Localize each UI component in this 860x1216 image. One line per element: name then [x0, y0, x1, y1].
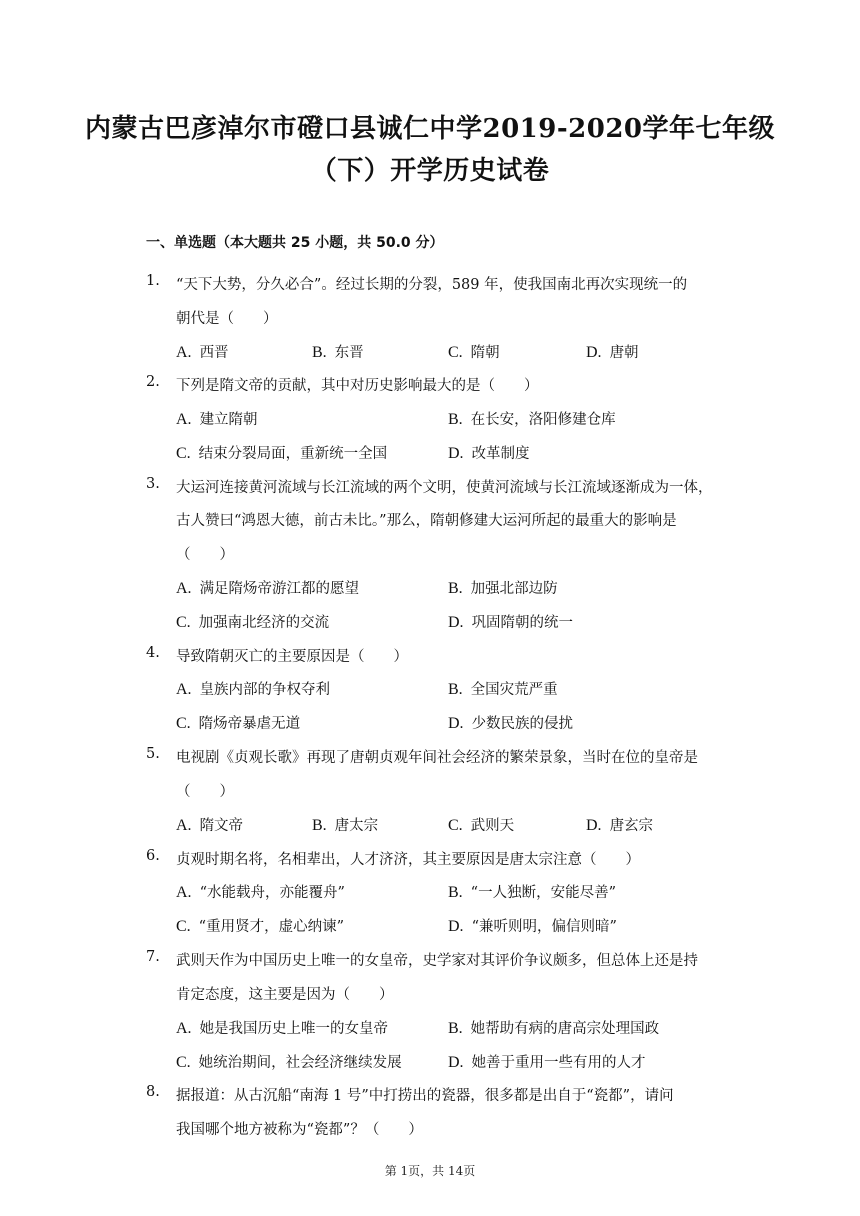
answer-option[interactable]: [176, 1017, 388, 1038]
question-text: 大运河连接黄河流域与长江流域的两个文明，使黄河流域与长江流域逐渐成为一体，: [176, 480, 713, 496]
option-letter: A.: [176, 411, 192, 428]
option-text: 西晋: [199, 345, 229, 361]
question-number: 1.: [146, 273, 160, 289]
answer-option[interactable]: [176, 611, 329, 632]
option-letter: D.: [586, 817, 602, 834]
answer-option[interactable]: [448, 712, 573, 733]
answer-option[interactable]: [448, 408, 616, 429]
answer-option[interactable]: [586, 814, 653, 835]
question-number: 8.: [146, 1084, 160, 1100]
option-text: 巩固隋朝的统一: [471, 615, 574, 631]
option-letter: B.: [312, 344, 327, 361]
question-number: 5.: [146, 746, 160, 762]
option-text: 结束分裂局面，重新统一全国: [198, 446, 388, 462]
answer-option[interactable]: [448, 611, 573, 632]
answer-option[interactable]: [448, 1051, 646, 1072]
option-text: “水能载舟，亦能覆舟”: [199, 885, 345, 901]
answer-option[interactable]: [312, 341, 364, 362]
option-letter: C.: [176, 715, 191, 732]
option-text: “重用贤才，虚心纳谏”: [198, 919, 344, 935]
question-number: 3.: [146, 476, 160, 492]
page-title-line2: （下）开学历史试卷: [310, 156, 550, 186]
question-number: 2.: [146, 374, 160, 390]
answer-option[interactable]: [176, 577, 359, 598]
option-text: 全国灾荒严重: [470, 682, 558, 698]
answer-option[interactable]: [176, 442, 387, 463]
question-number: 6.: [146, 848, 160, 864]
option-text: 隋朝: [470, 345, 500, 361]
option-letter: B.: [448, 681, 463, 698]
question-text: 据报道：从古沉船“南海 1 号”中打捞出的瓷器，很多都是出自于“瓷都”，请问: [176, 1088, 674, 1104]
answer-option[interactable]: [448, 915, 617, 936]
option-letter: B.: [448, 884, 463, 901]
option-letter: B.: [448, 580, 463, 597]
option-letter: A.: [176, 344, 192, 361]
option-letter: D.: [586, 344, 602, 361]
answer-option[interactable]: [176, 678, 330, 699]
option-letter: C.: [448, 817, 463, 834]
question-text: 电视剧《贞观长歌》再现了唐朝贞观年间社会经济的繁荣景象，当时在位的皇帝是: [176, 750, 698, 766]
option-letter: A.: [176, 580, 192, 597]
question-text: “天下大势，分久必合”。经过长期的分裂，589 年，使我国南北再次实现统一的: [176, 277, 688, 293]
question-text: 贞观时期名将，名相辈出，人才济济，其主要原因是唐太宗注意（ ）: [176, 852, 640, 868]
section-heading: 一、单选题（本大题共 25 小题，共 50.0 分）: [146, 235, 444, 251]
option-letter: A.: [176, 1020, 192, 1037]
answer-option[interactable]: [448, 678, 558, 699]
option-text: 皇族内部的争权夺利: [199, 682, 331, 698]
option-text: 建立隋朝: [199, 412, 258, 428]
answer-option[interactable]: [176, 712, 300, 733]
option-text: 加强南北经济的交流: [198, 615, 330, 631]
option-letter: D.: [448, 614, 464, 631]
option-text: 在长安，洛阳修建仓库: [470, 412, 616, 428]
page-title-line1: 内蒙古巴彦淖尔市磴口县诚仁中学2019-2020学年七年级: [84, 114, 776, 144]
option-letter: A.: [176, 681, 192, 698]
option-letter: D.: [448, 715, 464, 732]
option-text: 满足隋炀帝游江都的愿望: [199, 581, 360, 597]
option-letter: C.: [176, 918, 191, 935]
question-text: 下列是隋文帝的贡献，其中对历史影响最大的是（ ）: [176, 378, 539, 394]
option-letter: B.: [448, 411, 463, 428]
option-letter: D.: [448, 1054, 464, 1071]
option-text: 武则天: [470, 818, 515, 834]
answer-option[interactable]: [448, 1017, 659, 1038]
question-number: 7.: [146, 949, 160, 965]
answer-option[interactable]: [176, 408, 258, 429]
question-text: 朝代是（ ）: [176, 311, 278, 327]
answer-option[interactable]: [176, 915, 344, 936]
answer-option[interactable]: [312, 814, 378, 835]
answer-option[interactable]: [176, 1051, 402, 1072]
option-letter: C.: [448, 344, 463, 361]
option-text: 唐玄宗: [609, 818, 654, 834]
option-text: 唐朝: [609, 345, 639, 361]
option-letter: D.: [448, 918, 464, 935]
answer-option[interactable]: [448, 814, 514, 835]
question-text: （ ）: [176, 547, 234, 563]
answer-option[interactable]: [448, 881, 616, 902]
answer-option[interactable]: [448, 442, 530, 463]
answer-option[interactable]: [586, 341, 639, 362]
option-text: 少数民族的侵扰: [471, 716, 574, 732]
option-letter: A.: [176, 817, 192, 834]
page-footer: 第 1页，共 14页: [384, 1164, 476, 1178]
question-text: 导致隋朝灭亡的主要原因是（ ）: [176, 649, 408, 665]
option-letter: B.: [312, 817, 327, 834]
question-text: 我国哪个地方被称为“瓷都”？（ ）: [176, 1122, 423, 1138]
option-text: 她帮助有病的唐高宗处理国政: [470, 1021, 660, 1037]
option-letter: A.: [176, 884, 192, 901]
question-text: 武则天作为中国历史上唯一的女皇帝，史学家对其评价争议颇多，但总体上还是持: [176, 953, 698, 969]
option-text: 她是我国历史上唯一的女皇帝: [199, 1021, 389, 1037]
option-letter: B.: [448, 1020, 463, 1037]
option-text: 东晋: [334, 345, 364, 361]
option-text: 加强北部边防: [470, 581, 558, 597]
answer-option[interactable]: [448, 341, 500, 362]
answer-option[interactable]: [448, 577, 558, 598]
answer-option[interactable]: [176, 881, 345, 902]
option-letter: C.: [176, 1054, 191, 1071]
option-text: “一人独断，安能尽善”: [470, 885, 616, 901]
question-number: 4.: [146, 645, 160, 661]
question-text: （ ）: [176, 784, 234, 800]
option-text: 唐太宗: [334, 818, 379, 834]
option-letter: C.: [176, 614, 191, 631]
option-text: 隋炀帝暴虐无道: [198, 716, 301, 732]
option-text: 隋文帝: [199, 818, 244, 834]
option-text: 她统治期间，社会经济继续发展: [198, 1055, 402, 1071]
question-text: 肯定态度，这主要是因为（ ）: [176, 987, 394, 1003]
option-text: “兼听则明，偏信则暗”: [471, 919, 617, 935]
option-text: 改革制度: [471, 446, 530, 462]
answer-option[interactable]: [176, 341, 229, 362]
answer-option[interactable]: [176, 814, 243, 835]
question-text: 古人赞曰“鸿恩大德，前古未比。”那么，隋朝修建大运河所起的最重大的影响是: [176, 513, 677, 529]
option-text: 她善于重用一些有用的人才: [471, 1055, 646, 1071]
option-letter: D.: [448, 445, 464, 462]
option-letter: C.: [176, 445, 191, 462]
